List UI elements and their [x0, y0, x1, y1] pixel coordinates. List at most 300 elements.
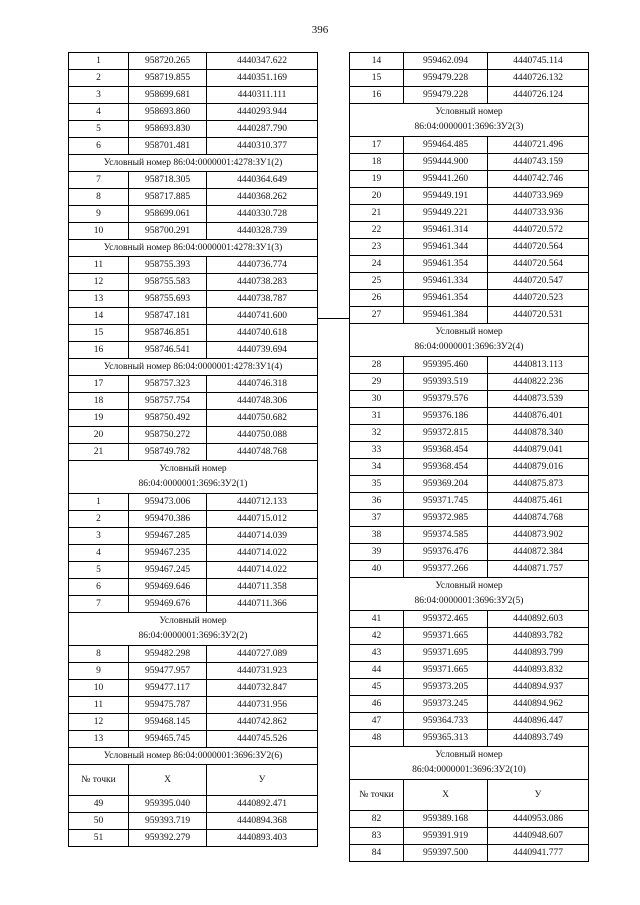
x-coordinate: 959389.168	[404, 811, 488, 828]
table-row	[69, 342, 318, 359]
table-row	[69, 494, 318, 511]
point-number: 30	[350, 391, 404, 408]
point-number: 10	[69, 680, 129, 697]
y-coordinate: 4440894.937	[488, 679, 589, 696]
point-number: 22	[350, 222, 404, 239]
point-number: 7	[69, 596, 129, 613]
point-number: 10	[69, 223, 129, 240]
x-coordinate: 958699.681	[129, 87, 207, 104]
x-coordinate: 959467.235	[129, 545, 207, 562]
x-coordinate: 959397.500	[404, 845, 488, 862]
table-row	[69, 596, 318, 613]
y-coordinate: 4440743.159	[488, 154, 589, 171]
y-coordinate: 4440746.318	[207, 376, 318, 393]
x-coordinate: 959467.285	[129, 528, 207, 545]
table-row	[69, 830, 318, 847]
x-coordinate: 958701.481	[129, 138, 207, 155]
y-coordinate: 4440745.114	[488, 53, 589, 70]
table-row	[69, 172, 318, 189]
section-header: Условный номер 86:04:0000001:4278:ЗУ1(3)	[69, 240, 318, 257]
header-x: X	[129, 765, 207, 796]
left-coordinates-table	[68, 52, 317, 847]
table-row	[350, 307, 589, 324]
point-number: 31	[350, 408, 404, 425]
y-coordinate: 4440893.782	[488, 628, 589, 645]
y-coordinate: 4440714.022	[207, 545, 318, 562]
point-number: 18	[350, 154, 404, 171]
point-number: 84	[350, 845, 404, 862]
point-number: 14	[69, 308, 129, 325]
coordinates-table-right	[349, 52, 589, 862]
y-coordinate: 4440822.236	[488, 374, 589, 391]
y-coordinate: 4440711.358	[207, 579, 318, 596]
x-coordinate: 959461.354	[404, 256, 488, 273]
y-coordinate: 4440726.124	[488, 87, 589, 104]
point-number: 3	[69, 87, 129, 104]
x-coordinate: 959465.745	[129, 731, 207, 748]
table-row	[350, 391, 589, 408]
y-coordinate: 4440720.523	[488, 290, 589, 307]
column-header-row	[350, 780, 589, 811]
point-number: 21	[69, 444, 129, 461]
x-coordinate: 959444.900	[404, 154, 488, 171]
x-coordinate: 959371.695	[404, 645, 488, 662]
y-coordinate: 4440879.016	[488, 459, 589, 476]
column-divider	[317, 318, 349, 319]
y-coordinate: 4440720.564	[488, 256, 589, 273]
y-coordinate: 4440878.340	[488, 425, 589, 442]
point-number: 23	[350, 239, 404, 256]
x-coordinate: 958755.693	[129, 291, 207, 308]
point-number: 46	[350, 696, 404, 713]
point-number: 20	[350, 188, 404, 205]
x-coordinate: 959368.454	[404, 442, 488, 459]
x-coordinate: 959461.384	[404, 307, 488, 324]
table-row	[69, 511, 318, 528]
x-coordinate: 959369.204	[404, 476, 488, 493]
table-row	[69, 206, 318, 223]
y-coordinate: 4440873.902	[488, 527, 589, 544]
y-coordinate: 4440712.133	[207, 494, 318, 511]
x-coordinate: 959461.314	[404, 222, 488, 239]
x-coordinate: 959391.919	[404, 828, 488, 845]
y-coordinate: 4440714.022	[207, 562, 318, 579]
table-row	[350, 679, 589, 696]
point-number: 43	[350, 645, 404, 662]
point-number: 39	[350, 544, 404, 561]
point-number: 19	[350, 171, 404, 188]
table-row	[69, 714, 318, 731]
point-number: 17	[350, 137, 404, 154]
section-header-row	[350, 578, 589, 611]
section-header: Условный номер 86:04:0000001:3696:ЗУ2(6)	[69, 748, 318, 765]
y-coordinate: 4440311.111	[207, 87, 318, 104]
y-coordinate: 4440894.368	[207, 813, 318, 830]
table-row	[350, 696, 589, 713]
point-number: 3	[69, 528, 129, 545]
point-number: 32	[350, 425, 404, 442]
point-number: 7	[69, 172, 129, 189]
table-row	[69, 579, 318, 596]
y-coordinate: 4440875.873	[488, 476, 589, 493]
x-coordinate: 959468.145	[129, 714, 207, 731]
point-number: 17	[69, 376, 129, 393]
y-coordinate: 4440715.012	[207, 511, 318, 528]
table-row	[350, 239, 589, 256]
point-number: 48	[350, 730, 404, 747]
table-row	[69, 53, 318, 70]
x-coordinate: 958699.061	[129, 206, 207, 223]
point-number: 41	[350, 611, 404, 628]
x-coordinate: 959371.665	[404, 628, 488, 645]
x-coordinate: 959373.245	[404, 696, 488, 713]
table-row	[69, 813, 318, 830]
table-row	[350, 510, 589, 527]
y-coordinate: 4440750.682	[207, 410, 318, 427]
y-coordinate: 4440328.739	[207, 223, 318, 240]
point-number: 83	[350, 828, 404, 845]
y-coordinate: 4440750.088	[207, 427, 318, 444]
x-coordinate: 959473.006	[129, 494, 207, 511]
x-coordinate: 959393.719	[129, 813, 207, 830]
table-row	[350, 527, 589, 544]
table-row	[350, 357, 589, 374]
y-coordinate: 4440720.547	[488, 273, 589, 290]
y-coordinate: 4440720.572	[488, 222, 589, 239]
column-header-row	[69, 765, 318, 796]
table-row	[350, 154, 589, 171]
table-row	[350, 493, 589, 510]
point-number: 8	[69, 189, 129, 206]
point-number: 18	[69, 393, 129, 410]
table-row	[69, 427, 318, 444]
point-number: 9	[69, 206, 129, 223]
point-number: 27	[350, 307, 404, 324]
y-coordinate: 4440879.041	[488, 442, 589, 459]
table-row	[69, 104, 318, 121]
y-coordinate: 4440741.600	[207, 308, 318, 325]
y-coordinate: 4440351.169	[207, 70, 318, 87]
section-header: Условный номер 86:04:0000001:3696:ЗУ2(5)	[350, 578, 589, 611]
section-header-row	[350, 104, 589, 137]
point-number: 2	[69, 70, 129, 87]
table-row	[350, 611, 589, 628]
table-row	[69, 257, 318, 274]
table-row	[350, 476, 589, 493]
table-row	[69, 121, 318, 138]
y-coordinate: 4440310.377	[207, 138, 318, 155]
x-coordinate: 959464.485	[404, 137, 488, 154]
point-number: 16	[350, 87, 404, 104]
x-coordinate: 959376.186	[404, 408, 488, 425]
point-number: 12	[69, 714, 129, 731]
point-number: 14	[350, 53, 404, 70]
x-coordinate: 958700.291	[129, 223, 207, 240]
table-row	[350, 205, 589, 222]
section-header: Условный номер 86:04:0000001:3696:ЗУ2(3)	[350, 104, 589, 137]
y-coordinate: 4440726.132	[488, 70, 589, 87]
table-row	[350, 87, 589, 104]
x-coordinate: 959469.646	[129, 579, 207, 596]
y-coordinate: 4440740.618	[207, 325, 318, 342]
x-coordinate: 959461.344	[404, 239, 488, 256]
x-coordinate: 959477.117	[129, 680, 207, 697]
table-row	[350, 256, 589, 273]
x-coordinate: 958693.860	[129, 104, 207, 121]
x-coordinate: 959373.205	[404, 679, 488, 696]
table-row	[350, 53, 589, 70]
point-number: 45	[350, 679, 404, 696]
y-coordinate: 4440727.089	[207, 646, 318, 663]
table-row	[350, 845, 589, 862]
point-number: 82	[350, 811, 404, 828]
table-row	[69, 410, 318, 427]
table-row	[69, 562, 318, 579]
x-coordinate: 958746.541	[129, 342, 207, 359]
table-row	[350, 730, 589, 747]
y-coordinate: 4440732.847	[207, 680, 318, 697]
point-number: 2	[69, 511, 129, 528]
table-row	[350, 544, 589, 561]
table-row	[350, 628, 589, 645]
x-coordinate: 958720.265	[129, 53, 207, 70]
point-number: 4	[69, 545, 129, 562]
y-coordinate: 4440894.962	[488, 696, 589, 713]
y-coordinate: 4440330.728	[207, 206, 318, 223]
x-coordinate: 958755.393	[129, 257, 207, 274]
table-row	[350, 188, 589, 205]
header-point-number: № точки	[350, 780, 404, 811]
table-row	[69, 796, 318, 813]
table-row	[69, 444, 318, 461]
point-number: 34	[350, 459, 404, 476]
y-coordinate: 4440733.969	[488, 188, 589, 205]
table-row	[350, 171, 589, 188]
section-header-row	[350, 747, 589, 780]
y-coordinate: 4440748.768	[207, 444, 318, 461]
point-number: 51	[69, 830, 129, 847]
table-row	[350, 561, 589, 578]
header-y: У	[488, 780, 589, 811]
y-coordinate: 4440893.832	[488, 662, 589, 679]
y-coordinate: 4440892.603	[488, 611, 589, 628]
x-coordinate: 959469.676	[129, 596, 207, 613]
table-row	[69, 274, 318, 291]
x-coordinate: 958755.583	[129, 274, 207, 291]
table-row	[69, 325, 318, 342]
point-number: 44	[350, 662, 404, 679]
table-row	[350, 645, 589, 662]
table-row	[69, 528, 318, 545]
page-number: 396	[311, 24, 329, 36]
y-coordinate: 4440745.526	[207, 731, 318, 748]
x-coordinate: 959395.460	[404, 357, 488, 374]
x-coordinate: 959377.266	[404, 561, 488, 578]
table-row	[69, 138, 318, 155]
x-coordinate: 958717.885	[129, 189, 207, 206]
table-row	[69, 545, 318, 562]
x-coordinate: 959372.985	[404, 510, 488, 527]
point-number: 49	[69, 796, 129, 813]
table-row	[350, 828, 589, 845]
point-number: 15	[350, 70, 404, 87]
table-row	[350, 70, 589, 87]
point-number: 42	[350, 628, 404, 645]
y-coordinate: 4440892.471	[207, 796, 318, 813]
table-row	[69, 731, 318, 748]
x-coordinate: 959364.733	[404, 713, 488, 730]
y-coordinate: 4440742.862	[207, 714, 318, 731]
point-number: 47	[350, 713, 404, 730]
point-number: 28	[350, 357, 404, 374]
point-number: 24	[350, 256, 404, 273]
x-coordinate: 959379.576	[404, 391, 488, 408]
y-coordinate: 4440733.936	[488, 205, 589, 222]
point-number: 16	[69, 342, 129, 359]
point-number: 37	[350, 510, 404, 527]
x-coordinate: 959371.745	[404, 493, 488, 510]
y-coordinate: 4440721.496	[488, 137, 589, 154]
x-coordinate: 959467.245	[129, 562, 207, 579]
table-row	[69, 223, 318, 240]
point-number: 5	[69, 562, 129, 579]
y-coordinate: 4440738.787	[207, 291, 318, 308]
y-coordinate: 4440739.694	[207, 342, 318, 359]
x-coordinate: 959371.665	[404, 662, 488, 679]
x-coordinate: 959462.094	[404, 53, 488, 70]
x-coordinate: 958719.855	[129, 70, 207, 87]
table-row	[350, 442, 589, 459]
point-number: 6	[69, 138, 129, 155]
y-coordinate: 4440736.774	[207, 257, 318, 274]
point-number: 1	[69, 494, 129, 511]
y-coordinate: 4440714.039	[207, 528, 318, 545]
section-header: Условный номер 86:04:0000001:3696:ЗУ2(1)	[69, 461, 318, 494]
table-row	[69, 393, 318, 410]
x-coordinate: 958746.851	[129, 325, 207, 342]
x-coordinate: 959441.260	[404, 171, 488, 188]
table-row	[350, 459, 589, 476]
x-coordinate: 958757.323	[129, 376, 207, 393]
point-number: 50	[69, 813, 129, 830]
point-number: 29	[350, 374, 404, 391]
x-coordinate: 958747.181	[129, 308, 207, 325]
y-coordinate: 4440876.401	[488, 408, 589, 425]
x-coordinate: 959479.228	[404, 87, 488, 104]
y-coordinate: 4440893.749	[488, 730, 589, 747]
x-coordinate: 959449.191	[404, 188, 488, 205]
x-coordinate: 959374.585	[404, 527, 488, 544]
section-header: Условный номер 86:04:0000001:3696:ЗУ2(2)	[69, 613, 318, 646]
x-coordinate: 959470.386	[129, 511, 207, 528]
x-coordinate: 959376.476	[404, 544, 488, 561]
x-coordinate: 958750.272	[129, 427, 207, 444]
x-coordinate: 959461.354	[404, 290, 488, 307]
table-row	[350, 713, 589, 730]
table-row	[69, 376, 318, 393]
table-row	[69, 291, 318, 308]
y-coordinate: 4440896.447	[488, 713, 589, 730]
table-row	[69, 87, 318, 104]
y-coordinate: 4440364.649	[207, 172, 318, 189]
point-number: 9	[69, 663, 129, 680]
section-header-row	[69, 613, 318, 646]
x-coordinate: 958718.305	[129, 172, 207, 189]
table-row	[69, 663, 318, 680]
point-number: 35	[350, 476, 404, 493]
x-coordinate: 959368.454	[404, 459, 488, 476]
table-row	[350, 811, 589, 828]
section-header-row	[69, 461, 318, 494]
y-coordinate: 4440711.366	[207, 596, 318, 613]
point-number: 21	[350, 205, 404, 222]
y-coordinate: 4440738.283	[207, 274, 318, 291]
y-coordinate: 4440720.531	[488, 307, 589, 324]
section-header: Условный номер 86:04:0000001:4278:ЗУ1(2)	[69, 155, 318, 172]
y-coordinate: 4440872.384	[488, 544, 589, 561]
point-number: 12	[69, 274, 129, 291]
y-coordinate: 4440287.790	[207, 121, 318, 138]
point-number: 6	[69, 579, 129, 596]
header-point-number: № точки	[69, 765, 129, 796]
y-coordinate: 4440941.777	[488, 845, 589, 862]
y-coordinate: 4440873.539	[488, 391, 589, 408]
x-coordinate: 959461.334	[404, 273, 488, 290]
x-coordinate: 959365.313	[404, 730, 488, 747]
y-coordinate: 4440731.923	[207, 663, 318, 680]
y-coordinate: 4440893.799	[488, 645, 589, 662]
x-coordinate: 958693.830	[129, 121, 207, 138]
section-header-row	[69, 240, 318, 257]
point-number: 11	[69, 697, 129, 714]
section-header: Условный номер 86:04:0000001:4278:ЗУ1(4)	[69, 359, 318, 376]
point-number: 25	[350, 273, 404, 290]
point-number: 13	[69, 731, 129, 748]
point-number: 11	[69, 257, 129, 274]
point-number: 38	[350, 527, 404, 544]
x-coordinate: 959475.787	[129, 697, 207, 714]
point-number: 13	[69, 291, 129, 308]
point-number: 26	[350, 290, 404, 307]
table-row	[350, 137, 589, 154]
y-coordinate: 4440893.403	[207, 830, 318, 847]
table-row	[69, 189, 318, 206]
table-row	[350, 290, 589, 307]
x-coordinate: 959477.957	[129, 663, 207, 680]
x-coordinate: 959372.465	[404, 611, 488, 628]
table-row	[69, 308, 318, 325]
point-number: 5	[69, 121, 129, 138]
x-coordinate: 958749.782	[129, 444, 207, 461]
header-x: X	[404, 780, 488, 811]
table-row	[350, 273, 589, 290]
section-header: Условный номер 86:04:0000001:3696:ЗУ2(4)	[350, 324, 589, 357]
table-row	[69, 697, 318, 714]
point-number: 33	[350, 442, 404, 459]
y-coordinate: 4440742.746	[488, 171, 589, 188]
point-number: 8	[69, 646, 129, 663]
point-number: 15	[69, 325, 129, 342]
point-number: 19	[69, 410, 129, 427]
y-coordinate: 4440720.564	[488, 239, 589, 256]
y-coordinate: 4440813.113	[488, 357, 589, 374]
header-y: У	[207, 765, 318, 796]
point-number: 1	[69, 53, 129, 70]
x-coordinate: 959372.815	[404, 425, 488, 442]
table-row	[350, 222, 589, 239]
section-header-row	[69, 155, 318, 172]
point-number: 36	[350, 493, 404, 510]
